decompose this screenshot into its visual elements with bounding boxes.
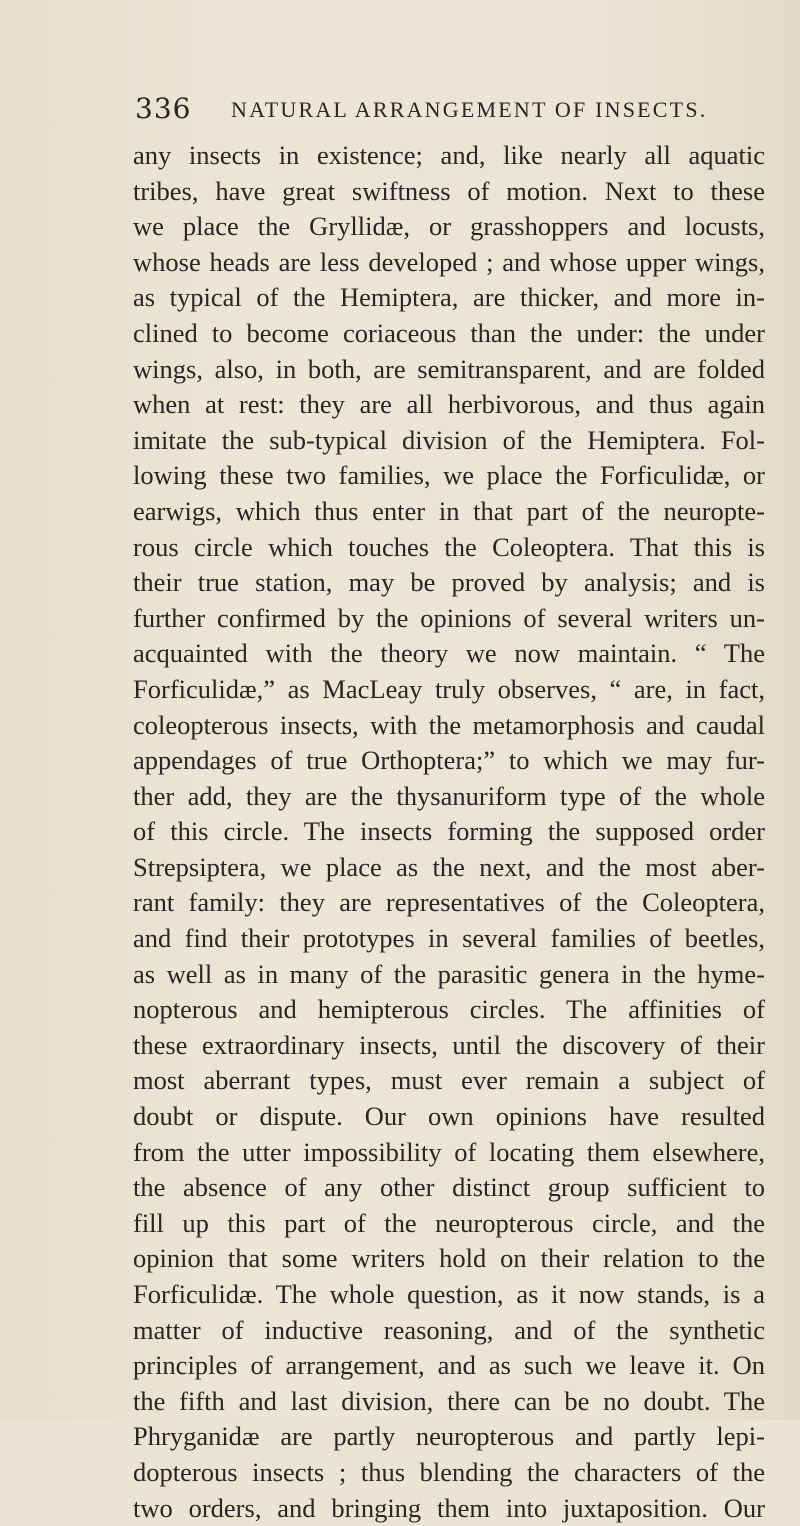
text-line: Forficulidæ,” as MacLeay truly observes, “ are, in fact, (133, 673, 765, 704)
text-line: as well as in many of the parasitic genera in the hyme- (133, 958, 765, 989)
text-line: Forficulidæ. The whole question, as it now stands, is a (133, 1279, 765, 1309)
text-line: of this circle. The insects forming the supposed order (133, 816, 765, 847)
text-line: from the utter impossibility of locating them elsewhere, (133, 1136, 765, 1167)
text-line: the fifth and last division, there can be no doubt. The (133, 1385, 765, 1416)
text-line: tribes, have great swiftness of motion. Next to these (133, 175, 765, 206)
text-line: lowing these two families, we place the Forficulidæ, or (133, 460, 765, 491)
text-line: the absence of any other distinct group sufficient to (133, 1172, 765, 1203)
text-line: these extraordinary insects, until the discovery of their (133, 1029, 765, 1060)
text-line: their true station, may be proved by analysis; and is (133, 567, 765, 598)
text-line: and find their prototypes in several families of beetles, (133, 923, 765, 954)
text-line: clined to become coriaceous than the under: the under (133, 317, 765, 348)
text-line: two orders, and bringing them into juxtaposition. Our (133, 1492, 765, 1523)
text-line: opinion that some writers hold on their relation to the (133, 1243, 765, 1274)
text-line: nopterous and hemipterous circles. The affinities of (133, 994, 765, 1025)
page-number: 336 (135, 92, 192, 125)
text-line: dopterous insects ; thus blending the characters of the (133, 1456, 765, 1487)
text-line: matter of inductive reasoning, and of the synthetic (133, 1314, 765, 1345)
running-title: NATURAL ARRANGEMENT OF INSECTS. (231, 97, 708, 122)
text-line: appendages of true Orthoptera;” to which we may fur- (133, 745, 765, 776)
text-line: Phryganidæ are partly neuropterous and partly lepi- (133, 1421, 765, 1452)
text-line: when at rest: they are all herbivorous, and thus again (133, 389, 765, 420)
body-text (133, 138, 765, 1526)
text-line: Strepsiptera, we place as the next, and the most aber- (133, 851, 765, 882)
running-head (135, 92, 785, 132)
text-line: as typical of the Hemiptera, are thicker, and more in- (133, 282, 765, 313)
text-line: most aberrant types, must ever remain a subject of (133, 1065, 765, 1096)
text-line: fill up this part of the neuropterous circle, and the (133, 1207, 765, 1238)
text-line: any insects in existence; and, like nearly all aquatic (133, 140, 765, 170)
text-line: ther add, they are the thysanuriform type of the whole (133, 780, 765, 811)
text-line: whose heads are less developed ; and whose upper wings, (133, 246, 765, 277)
text-line: doubt or dispute. Our own opinions have resulted (133, 1101, 765, 1132)
text-line: earwigs, which thus enter in that part of the neuropte- (133, 495, 765, 526)
text-line: further confirmed by the opinions of several writers un- (133, 602, 765, 633)
text-line: we place the Gryllidæ, or grasshoppers and locusts, (133, 211, 765, 242)
text-line: rant family: they are representatives of the Coleoptera, (133, 887, 765, 918)
text-line: acquainted with the theory we now maintain. “ The (133, 638, 765, 669)
text-line: imitate the sub-typical division of the Hemiptera. Fol- (133, 424, 765, 455)
text-line: coleopterous insects, with the metamorphosis and caudal (133, 709, 765, 740)
text-line: rous circle which touches the Coleoptera. That this is (133, 531, 765, 562)
text-line: principles of arrangement, and as such we leave it. On (133, 1350, 765, 1381)
text-line: wings, also, in both, are semitransparent, and are folded (133, 353, 765, 384)
